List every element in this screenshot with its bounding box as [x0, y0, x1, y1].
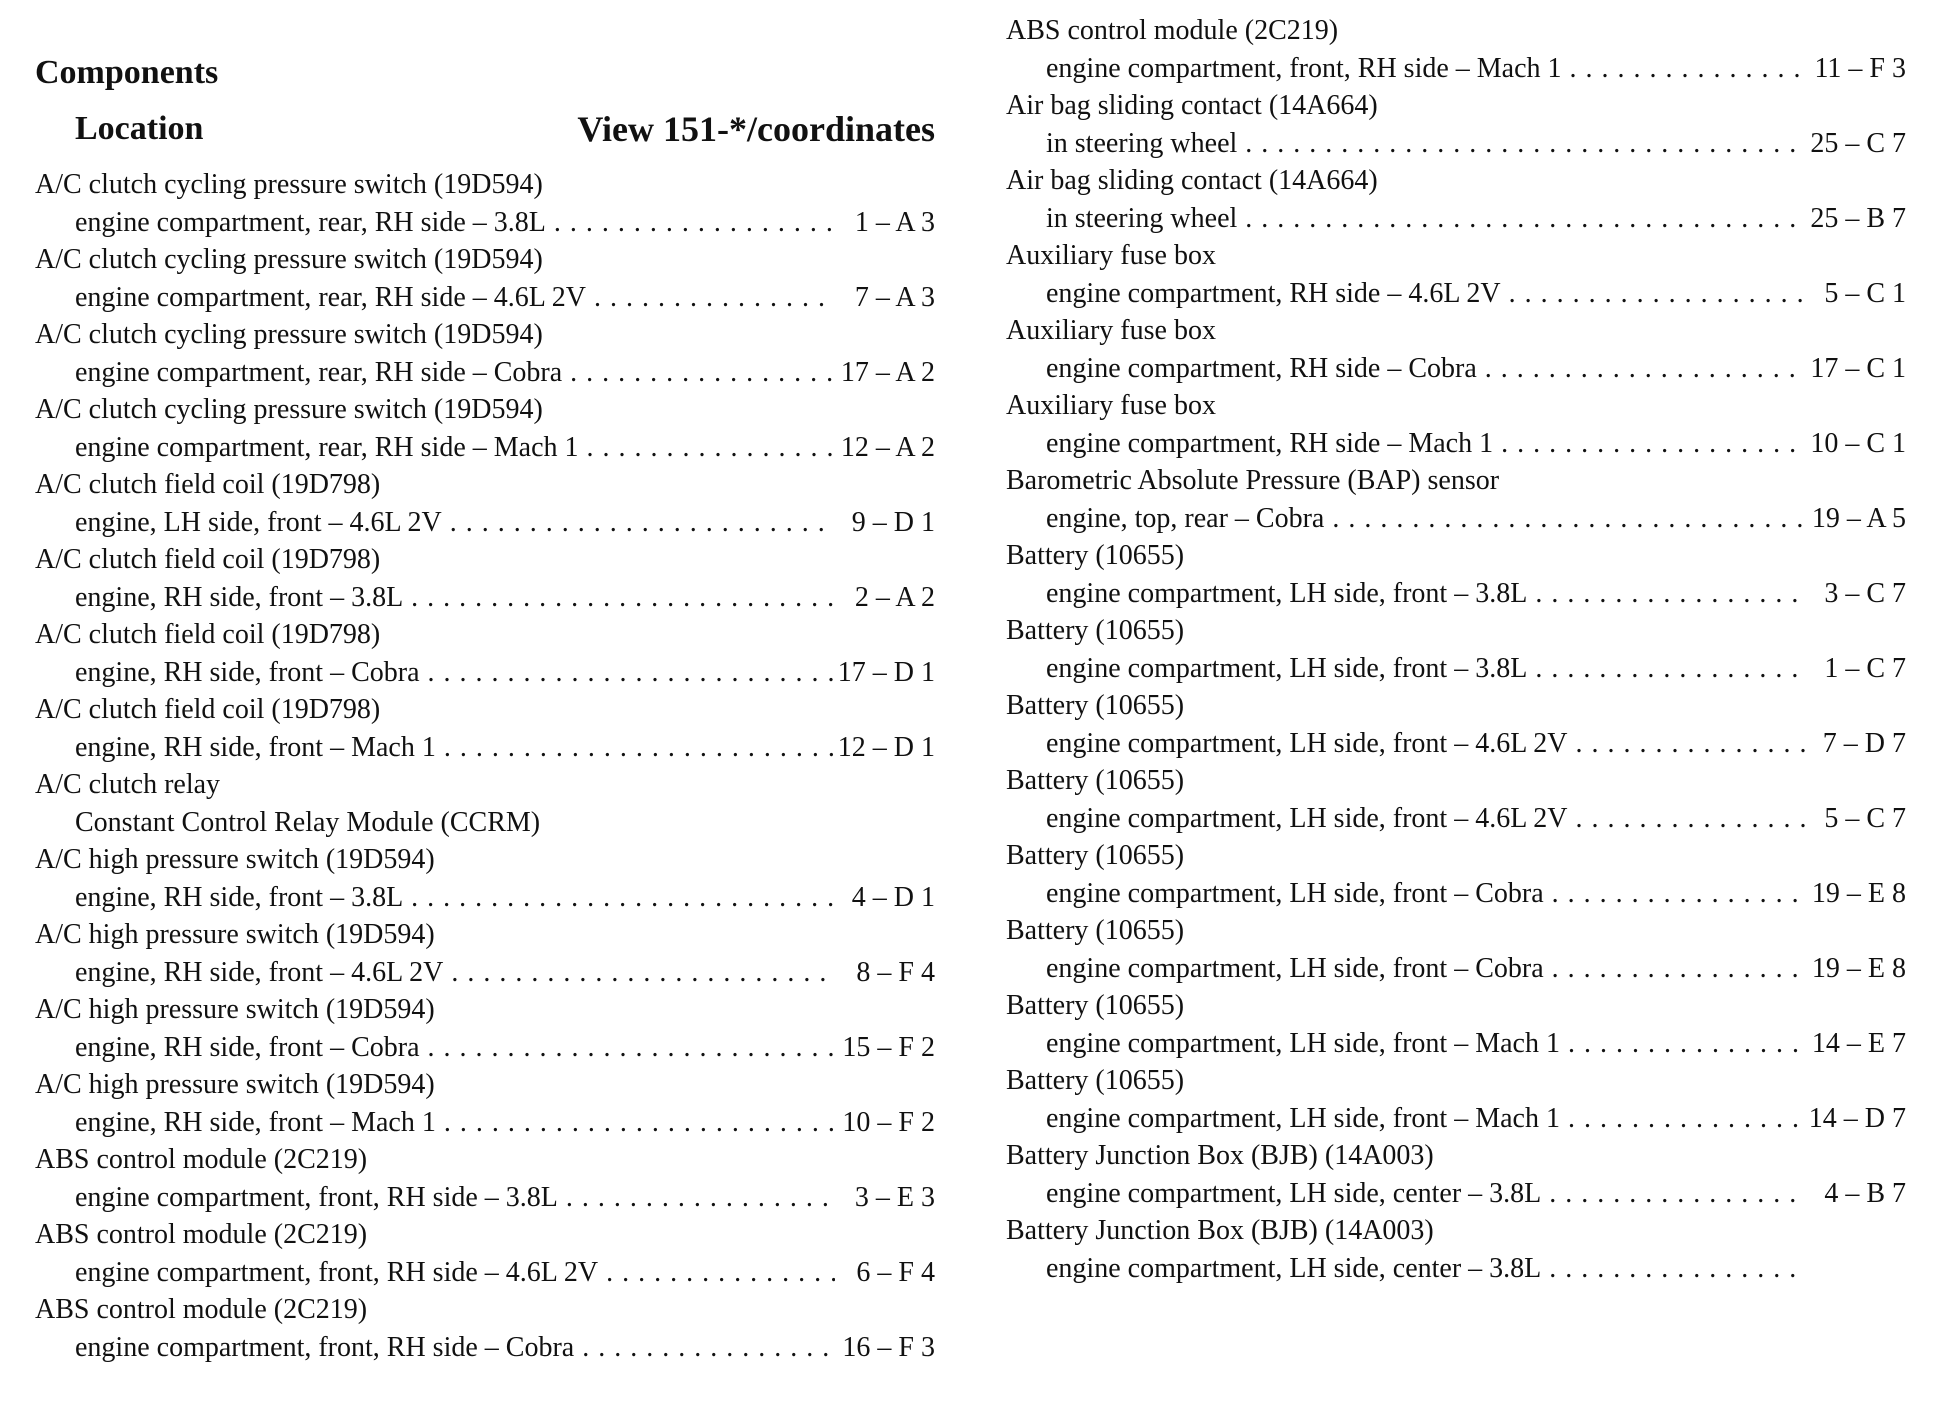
component-name: A/C clutch field coil (19D798)	[35, 694, 381, 725]
location-row	[35, 1179, 935, 1217]
location-row	[35, 954, 935, 992]
component-name: Barometric Absolute Pressure (BAP) sensor	[1006, 465, 1500, 496]
view-coordinate: 11 – F 3	[1814, 52, 1906, 84]
location-text: engine compartment, rear, RH side – 4.6L 2V . . .	[75, 279, 835, 317]
view-coordinate: 12 – D 1	[837, 731, 935, 763]
location-text: engine compartment, front, RH side – Cobra . . .	[75, 1329, 835, 1367]
view-coordinate: 10 – C 1	[1810, 427, 1906, 459]
component-name: A/C high pressure switch (19D594)	[35, 844, 435, 875]
location-row	[1006, 1250, 1906, 1288]
view-coordinate: 19 – E 8	[1811, 877, 1906, 909]
location-text: engine compartment, LH side, front – Cobra . . .	[1046, 875, 1806, 913]
view-coordinate: 12 – A 2	[840, 431, 935, 463]
right-entry-list	[1006, 12, 1906, 1287]
location-row	[1006, 350, 1906, 388]
component-name: Battery (10655)	[1006, 690, 1185, 721]
location-text: engine compartment, LH side, center – 3.8L . . .	[1046, 1175, 1806, 1213]
location-row	[35, 804, 935, 842]
view-coordinate: 4 – D 1	[851, 881, 935, 913]
location-row	[35, 504, 935, 542]
component-name: A/C high pressure switch (19D594)	[35, 1069, 435, 1100]
view-coordinate: 25 – C 7	[1810, 127, 1906, 159]
location-row	[35, 1254, 935, 1292]
location-row	[35, 354, 935, 392]
location-text: engine compartment, rear, RH side – 3.8L . . .	[75, 204, 835, 242]
component-name: A/C clutch cycling pressure switch (19D594)	[35, 244, 543, 275]
location-row	[35, 279, 935, 317]
view-coordinate: 19 – E 8	[1811, 952, 1906, 984]
location-row	[1006, 1025, 1906, 1063]
view-coordinate: 14 – E 7	[1811, 1027, 1906, 1059]
location-text: engine compartment, front, RH side – Mach 1 . . .	[1046, 50, 1806, 88]
location-row	[1006, 800, 1906, 838]
view-coordinate: 16 – F 3	[842, 1331, 935, 1363]
component-name: Auxiliary fuse box	[1006, 240, 1216, 271]
component-name: Battery Junction Box (BJB) (14A003)	[1006, 1215, 1434, 1246]
component-name: Air bag sliding contact (14A664)	[1006, 165, 1378, 196]
component-name: Battery (10655)	[1006, 840, 1185, 871]
location-row	[1006, 950, 1906, 988]
location-row	[1006, 875, 1906, 913]
location-row	[1006, 1100, 1906, 1138]
component-name: A/C clutch cycling pressure switch (19D594)	[35, 319, 543, 350]
view-coordinate: 14 – D 7	[1808, 1102, 1906, 1134]
component-name: A/C clutch cycling pressure switch (19D594)	[35, 169, 543, 200]
location-text: engine compartment, LH side, front – Mach 1 . . .	[1046, 1100, 1806, 1138]
location-text: engine compartment, LH side, front – 4.6L 2V . . .	[1046, 725, 1806, 763]
location-row	[1006, 425, 1906, 463]
view-coordinate: 3 – C 7	[1824, 577, 1906, 609]
location-text: engine compartment, LH side, front – 3.8L . . .	[1046, 575, 1806, 613]
component-name: ABS control module (2C219)	[35, 1294, 368, 1325]
location-text: Constant Control Relay Module (CCRM)	[75, 806, 541, 838]
location-row	[35, 879, 935, 917]
location-text: in steering wheel . . .	[1046, 200, 1806, 238]
component-name: Battery (10655)	[1006, 615, 1185, 646]
left-entry-list	[35, 166, 935, 1366]
component-name: A/C clutch field coil (19D798)	[35, 544, 381, 575]
view-coordinate: 19 – A 5	[1811, 502, 1906, 534]
component-name: Battery (10655)	[1006, 540, 1185, 571]
component-name: ABS control module (2C219)	[35, 1219, 368, 1250]
location-row	[35, 429, 935, 467]
view-coordinate: 17 – C 1	[1810, 352, 1906, 384]
view-coordinate: 9 – D 1	[851, 506, 935, 538]
location-text: engine compartment, LH side, front – Cobra . . .	[1046, 950, 1806, 988]
view-coordinate: 5 – C 1	[1824, 277, 1906, 309]
location-text: engine, RH side, front – Mach 1 . . .	[75, 729, 835, 767]
view-coordinate: 4 – B 7	[1824, 1177, 1906, 1209]
location-text: engine compartment, front, RH side – 3.8L . . .	[75, 1179, 835, 1217]
component-name: A/C high pressure switch (19D594)	[35, 994, 435, 1025]
location-text: engine, top, rear – Cobra . . .	[1046, 500, 1806, 538]
location-row	[35, 1029, 935, 1067]
view-coordinate: 7 – D 7	[1822, 727, 1906, 759]
component-name: A/C high pressure switch (19D594)	[35, 919, 435, 950]
location-row	[35, 579, 935, 617]
location-row	[1006, 575, 1906, 613]
view-coordinate: 25 – B 7	[1810, 202, 1906, 234]
location-text: engine compartment, front, RH side – 4.6L 2V . . .	[75, 1254, 835, 1292]
view-coordinate: 17 – D 1	[837, 656, 935, 688]
location-text: engine compartment, RH side – 4.6L 2V . . .	[1046, 275, 1806, 313]
location-text: engine compartment, LH side, center – 3.8L . . .	[1046, 1250, 1806, 1288]
location-text: engine, RH side, front – Cobra . . .	[75, 1029, 835, 1067]
location-text: engine, RH side, front – Cobra . . .	[75, 654, 835, 692]
location-text: engine, RH side, front – 3.8L . . .	[75, 879, 835, 917]
location-text: engine, RH side, front – 3.8L . . .	[75, 579, 835, 617]
location-text: engine compartment, RH side – Mach 1 . . .	[1046, 425, 1806, 463]
view-coordinate: 15 – F 2	[842, 1031, 935, 1063]
view-coordinate: 5 – C 7	[1824, 802, 1906, 834]
view-coordinate: 7 – A 3	[854, 281, 935, 313]
component-name: A/C clutch relay	[35, 769, 221, 800]
location-row	[35, 204, 935, 242]
component-name: Air bag sliding contact (14A664)	[1006, 90, 1378, 121]
view-coordinate: 1 – C 7	[1824, 652, 1906, 684]
component-name: Auxiliary fuse box	[1006, 315, 1216, 346]
view-coordinates-header: View 151-*/coordinates	[577, 109, 935, 149]
location-text: engine compartment, LH side, front – 3.8L . . .	[1046, 650, 1806, 688]
component-name: A/C clutch field coil (19D798)	[35, 619, 381, 650]
view-coordinate: 3 – E 3	[854, 1181, 935, 1213]
component-name: Battery (10655)	[1006, 765, 1185, 796]
component-name: Battery (10655)	[1006, 990, 1185, 1021]
location-text: engine, RH side, front – Mach 1 . . .	[75, 1104, 835, 1142]
location-row	[1006, 125, 1906, 163]
location-row	[1006, 650, 1906, 688]
location-text: in steering wheel . . .	[1046, 125, 1806, 163]
view-coordinate: 2 – A 2	[854, 581, 935, 613]
section-title: Components	[35, 54, 219, 91]
location-text: engine compartment, LH side, front – 4.6L 2V . . .	[1046, 800, 1806, 838]
location-text: engine compartment, rear, RH side – Cobra . . .	[75, 354, 835, 392]
location-row	[1006, 50, 1906, 88]
location-row	[1006, 1175, 1906, 1213]
location-row	[35, 729, 935, 767]
location-row	[35, 1329, 935, 1367]
component-name: ABS control module (2C219)	[35, 1144, 368, 1175]
location-row	[1006, 275, 1906, 313]
location-text: engine compartment, rear, RH side – Mach 1 . . .	[75, 429, 835, 467]
view-coordinate: 8 – F 4	[856, 956, 935, 988]
component-name: Battery (10655)	[1006, 1065, 1185, 1096]
view-coordinate: 6 – F 4	[856, 1256, 935, 1288]
component-name: Battery Junction Box (BJB) (14A003)	[1006, 1140, 1434, 1171]
location-text: engine, RH side, front – 4.6L 2V . . .	[75, 954, 835, 992]
location-header: Location	[75, 110, 204, 147]
location-row	[1006, 725, 1906, 763]
view-coordinate: 17 – A 2	[840, 356, 935, 388]
component-name: ABS control module (2C219)	[1006, 15, 1339, 46]
location-row	[35, 1104, 935, 1142]
component-name: A/C clutch field coil (19D798)	[35, 469, 381, 500]
component-name: Battery (10655)	[1006, 915, 1185, 946]
location-row	[1006, 200, 1906, 238]
component-name: A/C clutch cycling pressure switch (19D594)	[35, 394, 543, 425]
view-coordinate: 10 – F 2	[842, 1106, 935, 1138]
location-row	[35, 654, 935, 692]
location-row	[1006, 500, 1906, 538]
location-text: engine compartment, LH side, front – Mach 1 . . .	[1046, 1025, 1806, 1063]
view-coordinate: 1 – A 3	[854, 206, 935, 238]
component-name: Auxiliary fuse box	[1006, 390, 1216, 421]
location-text: engine, LH side, front – 4.6L 2V . . .	[75, 504, 835, 542]
location-text: engine compartment, RH side – Cobra . . .	[1046, 350, 1806, 388]
